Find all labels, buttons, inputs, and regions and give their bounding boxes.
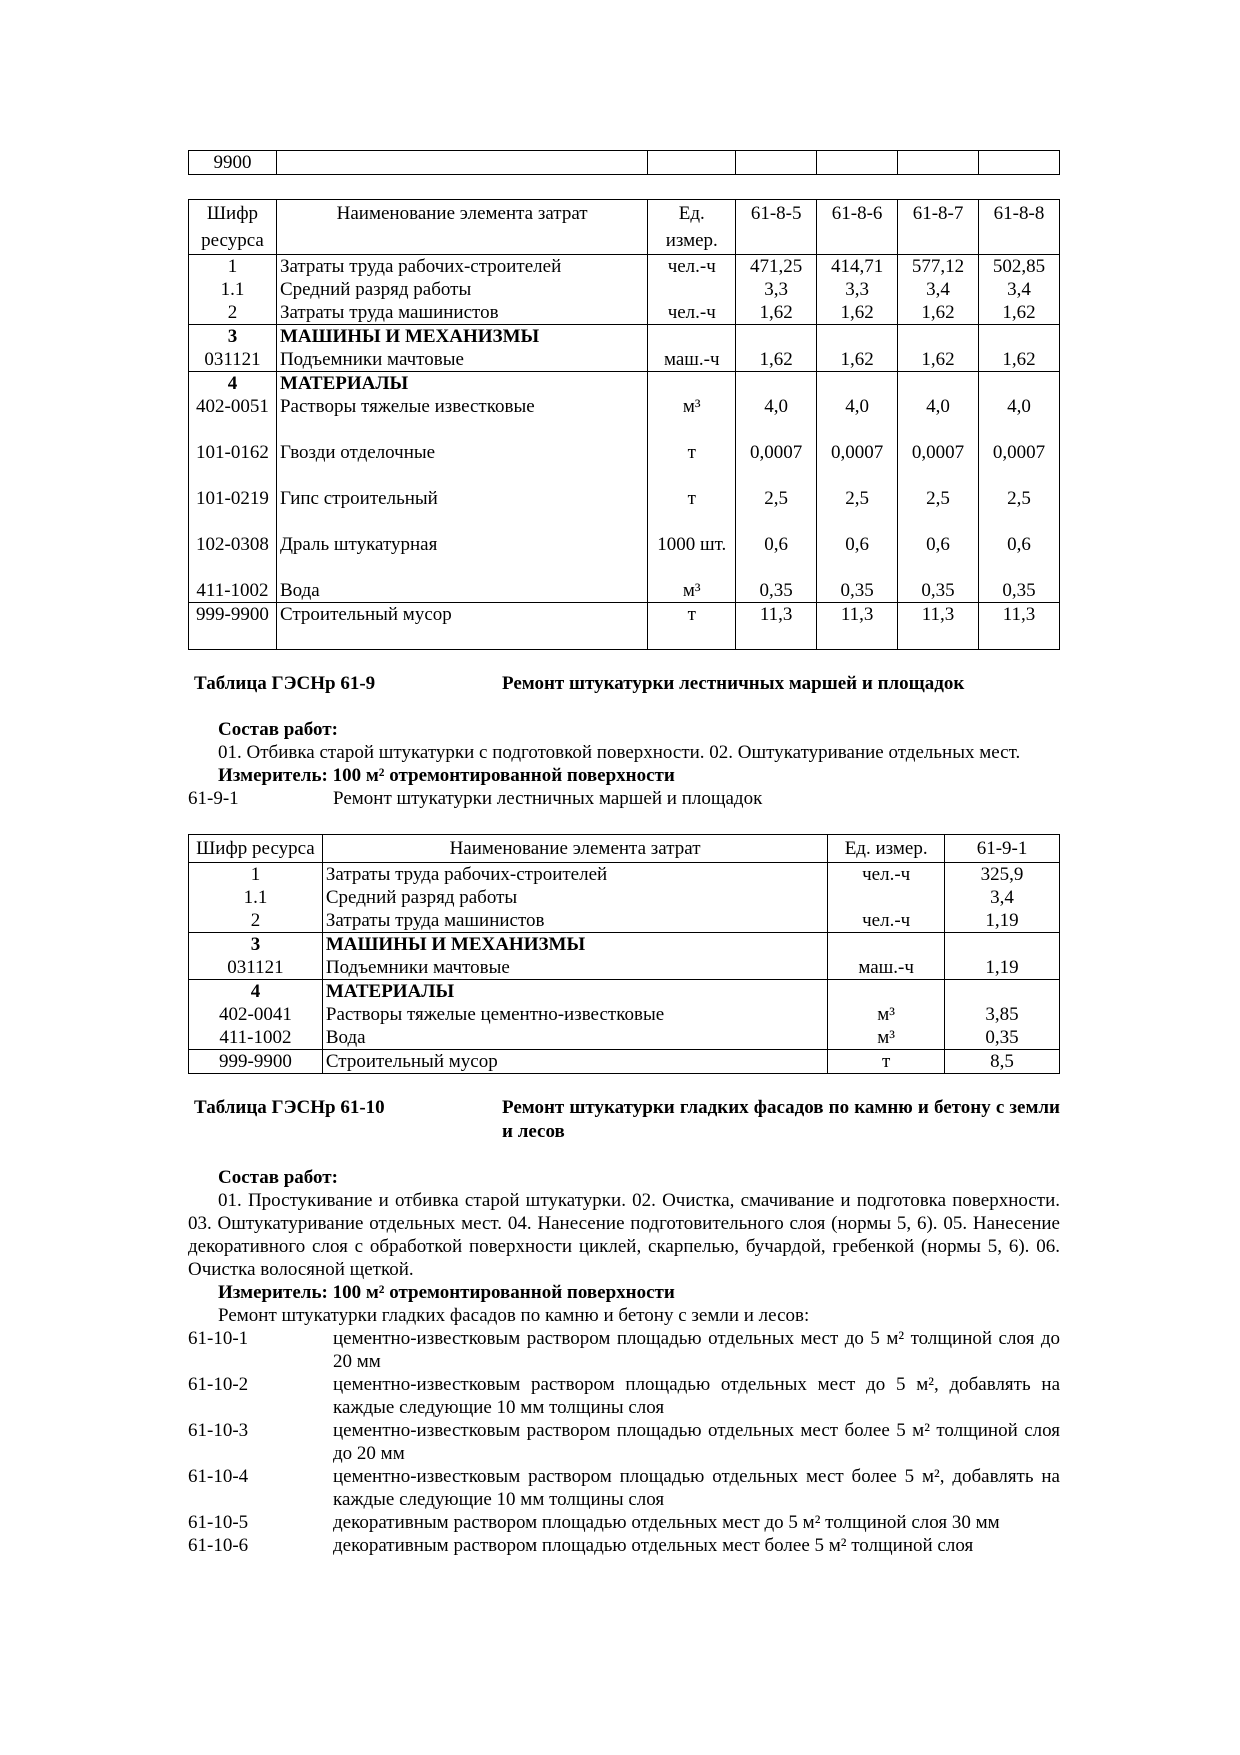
measure-line: Измеритель: 100 м² отремонтированной поверхности (218, 1282, 675, 1303)
resource-name: Растворы тяжелые известковые (279, 396, 535, 417)
norm-value: 0,35 (985, 1027, 1019, 1048)
composition-heading: Состав работ: (218, 1167, 338, 1188)
norm-value-cell (736, 372, 817, 603)
norm-value (982, 325, 1056, 348)
norm-value: 1,62 (921, 349, 955, 370)
resource-name: Вода (279, 580, 320, 601)
norm-value (739, 372, 813, 395)
norm-value-cell (898, 372, 979, 603)
norm-item (188, 1419, 1060, 1465)
unit-cell (828, 933, 945, 980)
norm-value: 0,35 (1002, 580, 1036, 601)
unit-cell (648, 603, 736, 650)
norm-value-cell (979, 255, 1060, 325)
norm-value: 4,0 (1007, 396, 1031, 417)
unit: 1000 шт. (657, 534, 727, 555)
norm-item (188, 1511, 1060, 1534)
unit: чел.-ч (667, 256, 716, 277)
resource-code: 4 (250, 981, 261, 1002)
norm-list (188, 1327, 1060, 1557)
table-number: Таблица ГЭСНр 61-9 (194, 673, 376, 694)
col-header-unit: Ед. измер. (648, 200, 736, 255)
resource-name-cell (276, 325, 647, 372)
unit (831, 980, 941, 1003)
resource-name-cell (276, 372, 647, 603)
page-content (188, 150, 1060, 1557)
table-header-row (189, 200, 1060, 255)
norm-description: декоративным раствором площадью отдельных мест до 5 м² толщиной слоя 30 мм (333, 1512, 1000, 1533)
resource-code-cell (189, 255, 277, 325)
col-header-norm: 61-8-8 (979, 200, 1060, 255)
unit (651, 325, 732, 348)
resource-name: Затраты труда машинистов (279, 302, 499, 323)
resource-code: 101-​0219 (196, 488, 269, 509)
norm-value: 0,0007 (911, 442, 965, 463)
norm-value (948, 980, 1056, 1003)
norm-value: 1,62 (840, 302, 874, 323)
col-header-unit: Ед. измер. (828, 835, 945, 863)
resource-code: 101-​0162 (196, 442, 269, 463)
resource-name: МАШИНЫ И МЕХАНИЗМЫ (279, 326, 540, 347)
table-title-61-9 (188, 672, 1060, 696)
norm-value-cell (945, 1050, 1060, 1074)
resource-code: 1.1 (243, 887, 268, 908)
norm-value (901, 325, 975, 348)
norm-value: 2,5 (926, 488, 950, 509)
norm-value (739, 325, 813, 348)
norm-description: цементно-известковым раствором площадью отдельных мест до 5 м² толщиной слоя до 20 мм (333, 1328, 1060, 1372)
resource-name-cell (276, 255, 647, 325)
resource-name: МАТЕРИАЛЫ (279, 373, 409, 394)
resource-code: 2 (250, 910, 261, 931)
unit (651, 372, 732, 395)
unit: т (881, 1051, 891, 1072)
unit-cell (648, 255, 736, 325)
norm-value: 3,85 (985, 1004, 1019, 1025)
unit: т (687, 442, 696, 463)
norm-code: 61-10-4 (188, 1466, 249, 1487)
norm-item (188, 787, 1060, 810)
resource-code: 3 (227, 326, 238, 347)
resource-code: 1.1 (220, 279, 245, 300)
resource-table-61-8 (188, 199, 1060, 650)
norm-value: 3,4 (926, 279, 950, 300)
table-title-61-10 (188, 1096, 1060, 1144)
norm-value (948, 933, 1056, 956)
resource-name-cell (322, 1050, 827, 1074)
unit-cell (828, 980, 945, 1050)
resource-name: Подъемники мачтовые (279, 349, 464, 370)
norm-value: 325,9 (980, 864, 1024, 885)
norm-value: 11,3 (1002, 604, 1036, 625)
resource-name: Гвозди отделочные (279, 442, 436, 463)
norm-value: 502,85 (992, 256, 1046, 277)
table-name: Ремонт штукатурки гладких фасадов по камню и бетону с земли и лесов (502, 1097, 1060, 1142)
norm-value: 3,4 (990, 887, 1014, 908)
resource-name: МАТЕРИАЛЫ (325, 981, 455, 1002)
resource-name-cell (322, 980, 827, 1050)
resource-code: 3 (250, 934, 261, 955)
norm-value: 0,6 (926, 534, 950, 555)
norm-value: 577,12 (911, 256, 965, 277)
resource-name-cell (322, 863, 827, 933)
resource-code: 411-1002 (219, 1027, 292, 1048)
unit: т (687, 604, 696, 625)
col-header-name: Наименование элемента затрат (322, 835, 827, 863)
norm-code: 61-10-5 (188, 1512, 249, 1533)
resource-name: Гипс строительный (279, 488, 438, 509)
resource-code-cell (189, 1050, 323, 1074)
resource-name: Драль штукатурная (279, 534, 438, 555)
resource-code-cell (189, 603, 277, 650)
norm-value-cell (898, 325, 979, 372)
resource-name: Затраты труда рабочих-строителей (279, 256, 562, 277)
norm-value: 1,62 (759, 349, 793, 370)
table-row-group (189, 1050, 1060, 1074)
norm-value: 1,19 (985, 910, 1019, 931)
unit (651, 278, 732, 301)
col-header-norm: 61-8-5 (736, 200, 817, 255)
table-fragment-top (188, 150, 1060, 175)
norm-value-cell (979, 325, 1060, 372)
table-name: Ремонт штукатурки лестничных маршей и площадок (502, 673, 965, 694)
measure-line: Измеритель: 100 м² отремонтированной поверхности (218, 765, 675, 786)
resource-code: 4 (227, 373, 238, 394)
table-header-row (189, 835, 1060, 863)
col-header-name: Наименование элемента затрат (276, 200, 647, 255)
norm-value-cell (945, 980, 1060, 1050)
unit-cell (828, 863, 945, 933)
resource-code-cell (189, 863, 323, 933)
unit-cell (648, 372, 736, 603)
norm-description: цементно-известковым раствором площадью отдельных мест более 5 м² толщиной слоя до 20 мм (333, 1420, 1060, 1464)
col-header-norm: 61-8-7 (898, 200, 979, 255)
resource-code-cell (189, 980, 323, 1050)
resource-name: Строительный мусор (325, 1051, 498, 1072)
table-row-group (189, 863, 1060, 933)
norm-description: цементно-известковым раствором площадью отдельных мест более 5 м², добавлять на каждые следующие 10 мм толщины слоя (333, 1466, 1060, 1510)
norm-value (820, 325, 894, 348)
col-header-norm: 61-8-6 (817, 200, 898, 255)
resource-code: 402-​0051 (196, 396, 269, 417)
resource-name: Затраты труда машинистов (325, 910, 545, 931)
table-row-group (189, 255, 1060, 325)
resource-name-cell (276, 603, 647, 650)
col-header-code: Шифр ресурса (189, 835, 323, 863)
norm-value: 0,35 (759, 580, 793, 601)
resource-table-61-9 (188, 834, 1060, 1074)
norm-value-cell (817, 325, 898, 372)
resource-name-cell (322, 933, 827, 980)
resource-name: Строительный мусор (279, 604, 452, 625)
norm-value: 0,35 (921, 580, 955, 601)
resource-name: Подъемники мачтовые (325, 957, 510, 978)
unit (831, 933, 941, 956)
resource-code: 031121 (227, 957, 284, 978)
norm-value: 0,0007 (830, 442, 884, 463)
resource-code: 1 (250, 864, 261, 885)
composition-text: 01. Простукивание и отбивка старой штукатурки. 02. Очистка, смачивание и подготовка поверхности. 03. Оштукатуривание отдельных мест. 04. Нанесение подготовительного слоя (нормы 5, 6). 05. Нанесение декоративного слоя с обработкой поверхности циклей, скарпелью, бучардой, гребенкой (нормы 5, 6). 06. Очистка волосяной щеткой. (188, 1190, 1060, 1280)
norm-list-intro: Ремонт штукатурки гладких фасадов по камню и бетону с земли и лесов: (218, 1305, 810, 1326)
norm-value-cell (736, 325, 817, 372)
norm-description: декоративным раствором площадью отдельных мест более 5 м² толщиной слоя (333, 1535, 974, 1556)
norm-value-cell (736, 603, 817, 650)
norm-code: 61-10-6 (188, 1535, 249, 1556)
norm-value: 1,62 (759, 302, 793, 323)
norm-description: Ремонт штукатурки лестничных маршей и площадок (333, 788, 763, 809)
norm-value: 1,62 (1002, 302, 1036, 323)
norm-value: 2,5 (1007, 488, 1031, 509)
norm-value (820, 372, 894, 395)
resource-code-cell (189, 372, 277, 603)
resource-code: 2 (227, 302, 238, 323)
norm-value: 11,3 (921, 604, 955, 625)
norm-value: 0,6 (764, 534, 789, 555)
col-header-norm: 61-9-1 (945, 835, 1060, 863)
norm-value: 3,3 (845, 279, 869, 300)
norm-value: 0,0007 (750, 442, 803, 463)
norm-value-cell (945, 933, 1060, 980)
norm-code: 61-10-2 (188, 1374, 249, 1395)
norm-description: цементно-известковым раствором площадью отдельных мест до 5 м², добавлять на каждые следующие 10 мм толщины слоя (333, 1374, 1060, 1418)
norm-value: 11,3 (759, 604, 793, 625)
norm-value-cell (979, 603, 1060, 650)
norm-value-cell (817, 372, 898, 603)
norm-value: 0,6 (1007, 534, 1031, 555)
norm-value: 8,5 (990, 1051, 1014, 1072)
resource-code: 9900 (189, 151, 277, 175)
unit: м³ (682, 396, 701, 417)
unit: т (687, 488, 696, 509)
norm-value: 3,4 (1007, 279, 1031, 300)
norm-value: 471,25 (750, 256, 803, 277)
resource-name: Затраты труда рабочих-строителей (325, 864, 608, 885)
norm-value-cell (945, 863, 1060, 933)
unit: м³ (682, 580, 701, 601)
norm-value-cell (979, 372, 1060, 603)
resource-name: Растворы тяжелые цементно-известковые (325, 1004, 665, 1025)
table-number: Таблица ГЭСНр 61-10 (194, 1097, 385, 1118)
composition-heading: Состав работ: (218, 719, 338, 740)
norm-code: 61-9-1 (188, 788, 239, 809)
norm-value-cell (898, 255, 979, 325)
norm-list (188, 787, 1060, 810)
norm-value: 0,6 (845, 534, 869, 555)
norm-item (188, 1534, 1060, 1557)
table-row-group (189, 980, 1060, 1050)
norm-value: 4,0 (764, 396, 789, 417)
unit: чел.-ч (862, 910, 911, 931)
norm-value-cell (817, 255, 898, 325)
resource-code: 999-​9900 (196, 604, 269, 625)
resource-code: 031121 (204, 349, 261, 370)
norm-code: 61-10-3 (188, 1420, 249, 1441)
resource-code-cell (189, 325, 277, 372)
norm-value: 414,71 (830, 256, 884, 277)
norm-value: 1,19 (985, 957, 1019, 978)
norm-item (188, 1465, 1060, 1511)
table-row-group (189, 933, 1060, 980)
composition-text: 01. Отбивка старой штукатурки с подготовкой поверхности. 02. Оштукатуривание отдельных мест. (218, 742, 1021, 763)
norm-value: 3,3 (764, 279, 789, 300)
norm-value: 0,0007 (992, 442, 1046, 463)
norm-value (982, 372, 1056, 395)
norm-value: 4,0 (926, 396, 950, 417)
norm-value: 2,5 (764, 488, 789, 509)
norm-item (188, 1327, 1060, 1373)
unit: м³ (877, 1027, 896, 1048)
unit-cell (828, 1050, 945, 1074)
resource-code: 411-1002 (196, 580, 269, 601)
norm-item (188, 1373, 1060, 1419)
unit: чел.-ч (862, 864, 911, 885)
unit: маш.-ч (858, 957, 914, 978)
norm-value: 1,62 (840, 349, 874, 370)
resource-code: 102-​0308 (196, 534, 269, 555)
norm-value: 4,0 (845, 396, 869, 417)
unit-cell (648, 325, 736, 372)
resource-name: Средний разряд работы (325, 887, 518, 908)
norm-value: 2,5 (845, 488, 869, 509)
norm-value-cell (736, 255, 817, 325)
unit (831, 886, 941, 909)
norm-value: 1,62 (1002, 349, 1036, 370)
norm-code: 61-10-1 (188, 1328, 249, 1349)
norm-value-cell (898, 603, 979, 650)
resource-code-cell (189, 933, 323, 980)
col-header-code: Шифр ресурса (189, 200, 277, 255)
norm-value-cell (817, 603, 898, 650)
norm-value: 0,35 (840, 580, 874, 601)
norm-value: 1,62 (921, 302, 955, 323)
table-row-group (189, 603, 1060, 650)
unit: маш.-ч (663, 349, 720, 370)
resource-code: 402-0041 (219, 1004, 292, 1025)
resource-code: 999-9900 (219, 1051, 292, 1072)
resource-code: 1 (227, 256, 238, 277)
resource-name: МАШИНЫ И МЕХАНИЗМЫ (325, 934, 586, 955)
resource-name: Вода (325, 1027, 366, 1048)
resource-name: Средний разряд работы (279, 279, 472, 300)
table-row-group (189, 372, 1060, 603)
unit: чел.-ч (667, 302, 716, 323)
unit: м³ (877, 1004, 896, 1025)
norm-value: 11,3 (840, 604, 874, 625)
norm-value (901, 372, 975, 395)
table-row (189, 151, 1060, 175)
table-row-group (189, 325, 1060, 372)
